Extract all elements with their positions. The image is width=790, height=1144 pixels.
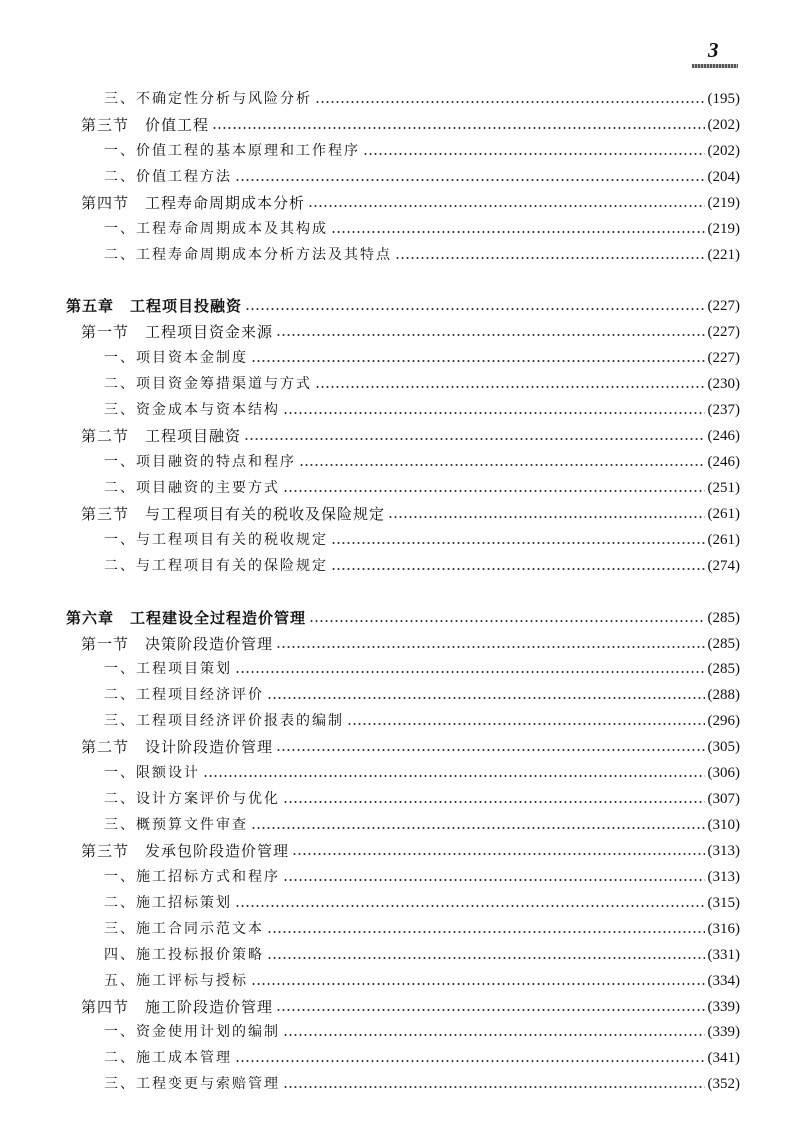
toc-item bbox=[104, 810, 740, 836]
toc-leader-dots bbox=[245, 307, 704, 311]
toc-leader-dots bbox=[299, 463, 705, 467]
toc-entry-title: 二、工程寿命周期成本分析方法及其特点 bbox=[104, 247, 392, 263]
toc-leader-dots bbox=[267, 696, 705, 700]
toc-entry-title: 第五章 工程项目投融资 bbox=[66, 297, 243, 315]
toc-entry-title: 一、施工招标方式和程序 bbox=[104, 869, 280, 885]
toc-leader-dots bbox=[235, 1059, 705, 1063]
toc-leader-dots bbox=[308, 204, 704, 208]
toc-leader-dots bbox=[244, 437, 704, 441]
toc-item bbox=[104, 1069, 740, 1095]
toc-leader-dots bbox=[235, 904, 705, 908]
toc-chapter bbox=[66, 291, 740, 317]
toc-leader-dots bbox=[283, 800, 705, 804]
toc-leader-dots bbox=[251, 359, 705, 363]
toc-item bbox=[104, 862, 740, 888]
toc-entry-page: (307) bbox=[707, 791, 740, 807]
toc-entry-page: (261) bbox=[707, 532, 740, 548]
toc-section bbox=[81, 188, 740, 214]
toc-entry-page: (221) bbox=[707, 247, 740, 263]
toc-leader-dots bbox=[276, 1008, 704, 1012]
toc-leader-dots bbox=[251, 826, 705, 830]
toc-entry-title: 二、与工程项目有关的保险规定 bbox=[104, 558, 328, 574]
toc-item bbox=[104, 758, 740, 784]
toc-leader-dots bbox=[315, 385, 705, 389]
toc-entry-title: 第六章 工程建设全过程造价管理 bbox=[66, 609, 307, 627]
toc-entry-page: (339) bbox=[707, 999, 740, 1015]
toc-entry-page: (305) bbox=[707, 739, 740, 755]
toc-entry-page: (237) bbox=[707, 402, 740, 418]
toc-leader-dots bbox=[315, 100, 705, 104]
toc-entry-title: 三、施工合同示范文本 bbox=[104, 921, 264, 937]
toc-item bbox=[104, 395, 740, 421]
toc-entry-title: 第二节 设计阶段造价管理 bbox=[81, 738, 274, 756]
toc-entry-title: 第二节 工程项目融资 bbox=[81, 427, 242, 445]
toc-entry-page: (296) bbox=[707, 713, 740, 729]
toc-entry-title: 第四节 施工阶段造价管理 bbox=[81, 998, 274, 1016]
toc-entry-page: (313) bbox=[707, 869, 740, 885]
toc-item bbox=[104, 966, 740, 992]
toc-entry-title: 一、项目资本金制度 bbox=[104, 350, 248, 366]
toc-leader-dots bbox=[309, 619, 704, 623]
toc-item bbox=[104, 680, 740, 706]
toc-item bbox=[104, 1017, 740, 1043]
toc-entry-page: (219) bbox=[707, 221, 740, 237]
toc-entry-page: (202) bbox=[707, 143, 740, 159]
toc-entry-title: 二、施工招标策划 bbox=[104, 895, 232, 911]
toc-item bbox=[104, 343, 740, 369]
toc-entry-title: 一、工程项目策划 bbox=[104, 661, 232, 677]
toc-leader-dots bbox=[283, 489, 705, 493]
toc-item bbox=[104, 447, 740, 473]
toc-leader-dots bbox=[283, 1033, 705, 1037]
toc-item bbox=[104, 654, 740, 680]
toc-section bbox=[81, 629, 740, 655]
toc-leader-dots bbox=[331, 567, 705, 571]
toc-entry-page: (316) bbox=[707, 921, 740, 937]
toc-entry-page: (251) bbox=[707, 480, 740, 496]
toc-section bbox=[81, 836, 740, 862]
toc-section bbox=[81, 992, 740, 1018]
toc-leader-dots bbox=[235, 178, 705, 182]
toc-entry-title: 第三节 发承包阶段造价管理 bbox=[81, 842, 290, 860]
toc-entry-title: 三、不确定性分析与风险分析 bbox=[104, 91, 312, 107]
toc-item bbox=[104, 525, 740, 551]
toc-entry-page: (339) bbox=[707, 1024, 740, 1040]
toc-entry-title: 二、工程项目经济评价 bbox=[104, 687, 264, 703]
toc-leader-dots bbox=[276, 333, 704, 337]
toc-section bbox=[81, 732, 740, 758]
toc-entry-page: (310) bbox=[707, 817, 740, 833]
toc-item bbox=[104, 551, 740, 577]
toc-leader-dots bbox=[395, 256, 705, 260]
toc-item bbox=[104, 940, 740, 966]
toc-entry-page: (313) bbox=[707, 843, 740, 859]
toc-entry-title: 第一节 工程项目资金来源 bbox=[81, 323, 274, 341]
toc-entry-page: (195) bbox=[707, 91, 740, 107]
toc-entry-title: 二、设计方案评价与优化 bbox=[104, 791, 280, 807]
toc-entry-page: (285) bbox=[707, 610, 740, 626]
toc-item bbox=[104, 162, 740, 188]
toc-entry-page: (285) bbox=[707, 661, 740, 677]
toc-leader-dots bbox=[251, 982, 705, 986]
toc-entry-page: (227) bbox=[707, 298, 740, 314]
toc-entry-title: 第一节 决策阶段造价管理 bbox=[81, 635, 274, 653]
toc-leader-dots bbox=[292, 852, 704, 856]
toc-entry-page: (230) bbox=[707, 376, 740, 392]
toc-leader-dots bbox=[283, 411, 705, 415]
toc-item bbox=[104, 888, 740, 914]
toc-entry-title: 二、价值工程方法 bbox=[104, 169, 232, 185]
toc-entry-title: 三、概预算文件审查 bbox=[104, 817, 248, 833]
toc-section bbox=[81, 317, 740, 343]
toc-entry-page: (246) bbox=[707, 428, 740, 444]
toc-item bbox=[104, 214, 740, 240]
toc-leader-dots bbox=[235, 670, 705, 674]
toc-entry-page: (285) bbox=[707, 636, 740, 652]
toc-entry-title: 第三节 与工程项目有关的税收及保险规定 bbox=[81, 505, 386, 523]
toc-item bbox=[104, 136, 740, 162]
toc-leader-dots bbox=[331, 541, 705, 545]
toc-entry-page: (306) bbox=[707, 765, 740, 781]
toc-leader-dots bbox=[267, 930, 705, 934]
toc-entry-page: (352) bbox=[707, 1076, 740, 1092]
toc-entry-page: (261) bbox=[707, 506, 740, 522]
toc-entry-title: 一、限额设计 bbox=[104, 765, 200, 781]
toc-entry-page: (227) bbox=[707, 324, 740, 340]
toc-leader-dots bbox=[203, 774, 705, 778]
toc-entry-title: 四、施工投标报价策略 bbox=[104, 947, 264, 963]
toc-entry-page: (227) bbox=[707, 350, 740, 366]
toc-entry-title: 一、与工程项目有关的税收规定 bbox=[104, 532, 328, 548]
toc-entry-page: (341) bbox=[707, 1050, 740, 1066]
toc-leader-dots bbox=[267, 956, 705, 960]
toc-entry-page: (204) bbox=[707, 169, 740, 185]
page-number: 3 bbox=[708, 38, 719, 62]
toc-leader-dots bbox=[283, 878, 705, 882]
toc-leader-dots bbox=[212, 126, 704, 130]
toc-leader-dots bbox=[331, 230, 705, 234]
toc-leader-dots bbox=[276, 645, 704, 649]
toc-item bbox=[104, 1043, 740, 1069]
toc-entry-page: (334) bbox=[707, 973, 740, 989]
toc-item bbox=[104, 369, 740, 395]
toc-chapter bbox=[66, 603, 740, 629]
toc-entry-title: 第四节 工程寿命周期成本分析 bbox=[81, 194, 306, 212]
toc-leader-dots bbox=[283, 1085, 705, 1089]
toc-entry-title: 五、施工评标与授标 bbox=[104, 973, 248, 989]
toc-section bbox=[81, 110, 740, 136]
toc-item bbox=[104, 84, 740, 110]
toc-entry-page: (331) bbox=[707, 947, 740, 963]
toc-entry-title: 二、施工成本管理 bbox=[104, 1050, 232, 1066]
toc-entry-title: 第三节 价值工程 bbox=[81, 116, 210, 134]
toc-leader-dots bbox=[347, 722, 705, 726]
toc-entry-page: (202) bbox=[707, 117, 740, 133]
toc-entry-title: 一、工程寿命周期成本及其构成 bbox=[104, 221, 328, 237]
toc-entry-title: 二、项目资金筹措渠道与方式 bbox=[104, 376, 312, 392]
toc-leader-dots bbox=[363, 152, 705, 156]
toc-entry-page: (246) bbox=[707, 454, 740, 470]
toc-entry-title: 二、项目融资的主要方式 bbox=[104, 480, 280, 496]
toc-entry-title: 三、资金成本与资本结构 bbox=[104, 402, 280, 418]
toc-section bbox=[81, 499, 740, 525]
toc-item bbox=[104, 473, 740, 499]
toc-leader-dots bbox=[388, 515, 704, 519]
toc-entry-page: (219) bbox=[707, 195, 740, 211]
toc-item bbox=[104, 914, 740, 940]
toc-entry-page: (315) bbox=[707, 895, 740, 911]
toc-entry-title: 一、项目融资的特点和程序 bbox=[104, 454, 296, 470]
toc-item bbox=[104, 784, 740, 810]
toc-entry-title: 一、价值工程的基本原理和工作程序 bbox=[104, 143, 360, 159]
toc-entry-title: 三、工程项目经济评价报表的编制 bbox=[104, 713, 344, 729]
toc-entry-page: (288) bbox=[707, 687, 740, 703]
toc-leader-dots bbox=[276, 748, 704, 752]
toc-item bbox=[104, 706, 740, 732]
toc-entry-page: (274) bbox=[707, 558, 740, 574]
toc-entry-title: 一、资金使用计划的编制 bbox=[104, 1024, 280, 1040]
toc-entry-title: 三、工程变更与索赔管理 bbox=[104, 1076, 280, 1092]
toc-item bbox=[104, 240, 740, 266]
toc-section bbox=[81, 421, 740, 447]
